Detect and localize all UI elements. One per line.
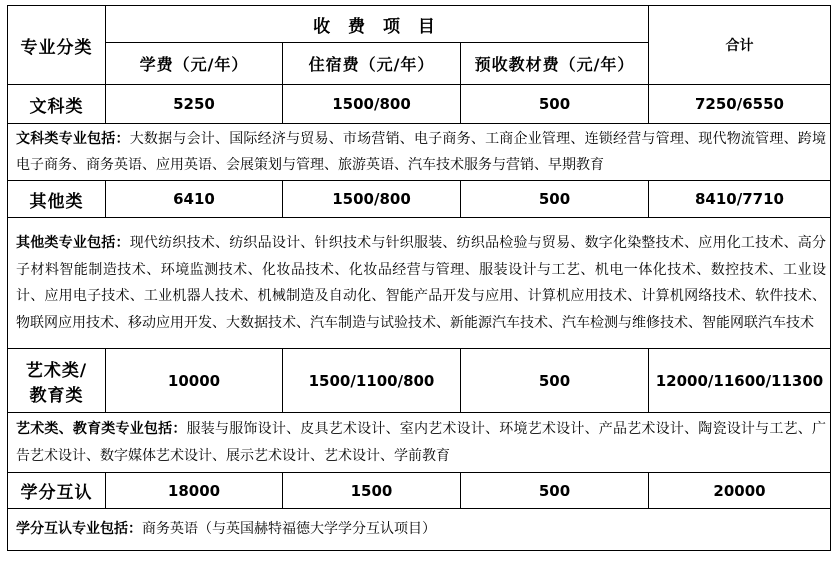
majors-list: 现代纺织技术、纺织品设计、针织技术与针织服装、纺织品检验与贸易、数字化染整技术、应用化工技术、高分子材料智能制造技术、环境监测技术、化妆品技术、化妆品经营与管理、服装设计与工艺、机电一体化技术、数控技术、工业设计、应用电子技术、工业机器人技术、机械制造及自动化、智能产品开发与应用、计算机应用技术、计算机网络技术、软件技术、物联网应用技术、移动应用开发、大数据技术、汽车制造与试验技术、新能源汽车技术、汽车检测与维修技术、智能网联汽车技术 <box>16 235 827 331</box>
fee-row-liberal-arts <box>8 85 831 124</box>
category-line-2: 教育类 <box>29 385 84 406</box>
total-header: 合计 <box>649 6 831 85</box>
category-cell: 其他类 <box>8 181 106 218</box>
category-header: 专业分类 <box>8 6 106 85</box>
tuition-cell: 18000 <box>106 473 283 509</box>
fee-row-other <box>8 181 831 218</box>
header-row-1 <box>8 6 831 43</box>
majors-list: 服装与服饰设计、皮具艺术设计、室内艺术设计、环境艺术设计、产品艺术设计、陶瓷设计与工艺、广告艺术设计、数字媒体艺术设计、展示艺术设计、艺术设计、学前教育 <box>16 421 827 464</box>
tuition-cell: 6410 <box>106 181 283 218</box>
accommodation-cell: 1500 <box>283 473 461 509</box>
majors-cell <box>8 218 831 349</box>
accommodation-cell: 1500/1100/800 <box>283 349 461 413</box>
category-line-1: 艺术类/ <box>25 360 88 381</box>
category-cell <box>8 349 106 413</box>
majors-label: 艺术类、教育类专业包括： <box>16 421 187 437</box>
tuition-cell: 10000 <box>106 349 283 413</box>
tuition-header: 学费（元/年） <box>106 43 283 85</box>
accommodation-header: 住宿费（元/年） <box>283 43 461 85</box>
majors-cell <box>8 413 831 473</box>
fee-row-art-education <box>8 349 831 413</box>
total-cell: 20000 <box>649 473 831 509</box>
accommodation-cell: 1500/800 <box>283 85 461 124</box>
tuition-cell: 5250 <box>106 85 283 124</box>
category-cell: 学分互认 <box>8 473 106 509</box>
textbook-header: 预收教材费（元/年） <box>461 43 649 85</box>
majors-row-liberal-arts <box>8 124 831 181</box>
total-cell: 8410/7710 <box>649 181 831 218</box>
total-cell: 12000/11600/11300 <box>649 349 831 413</box>
majors-row-credit-transfer <box>8 509 831 551</box>
majors-label: 文科类专业包括： <box>16 130 130 147</box>
majors-row-art-education <box>8 413 831 473</box>
majors-list: 大数据与会计、国际经济与贸易、市场营销、电子商务、工商企业管理、连锁经营与管理、现代物流管理、跨境电子商务、商务英语、应用英语、会展策划与管理、旅游英语、汽车技术服务与营销、早期教育 <box>16 130 827 173</box>
majors-cell <box>8 509 831 551</box>
textbook-cell: 500 <box>461 181 649 218</box>
majors-cell <box>8 124 831 181</box>
majors-label: 学分互认专业包括： <box>16 521 142 538</box>
fee-items-header: 收 费 项 目 <box>106 6 649 43</box>
fee-table <box>7 5 831 551</box>
majors-row-other <box>8 218 831 349</box>
accommodation-cell: 1500/800 <box>283 181 461 218</box>
textbook-cell: 500 <box>461 473 649 509</box>
textbook-cell: 500 <box>461 349 649 413</box>
total-cell: 7250/6550 <box>649 85 831 124</box>
textbook-cell: 500 <box>461 85 649 124</box>
fee-row-credit-transfer <box>8 473 831 509</box>
category-cell: 文科类 <box>8 85 106 124</box>
majors-label: 其他类专业包括： <box>16 235 130 251</box>
majors-list: 商务英语（与英国赫特福德大学学分互认项目） <box>142 521 436 538</box>
